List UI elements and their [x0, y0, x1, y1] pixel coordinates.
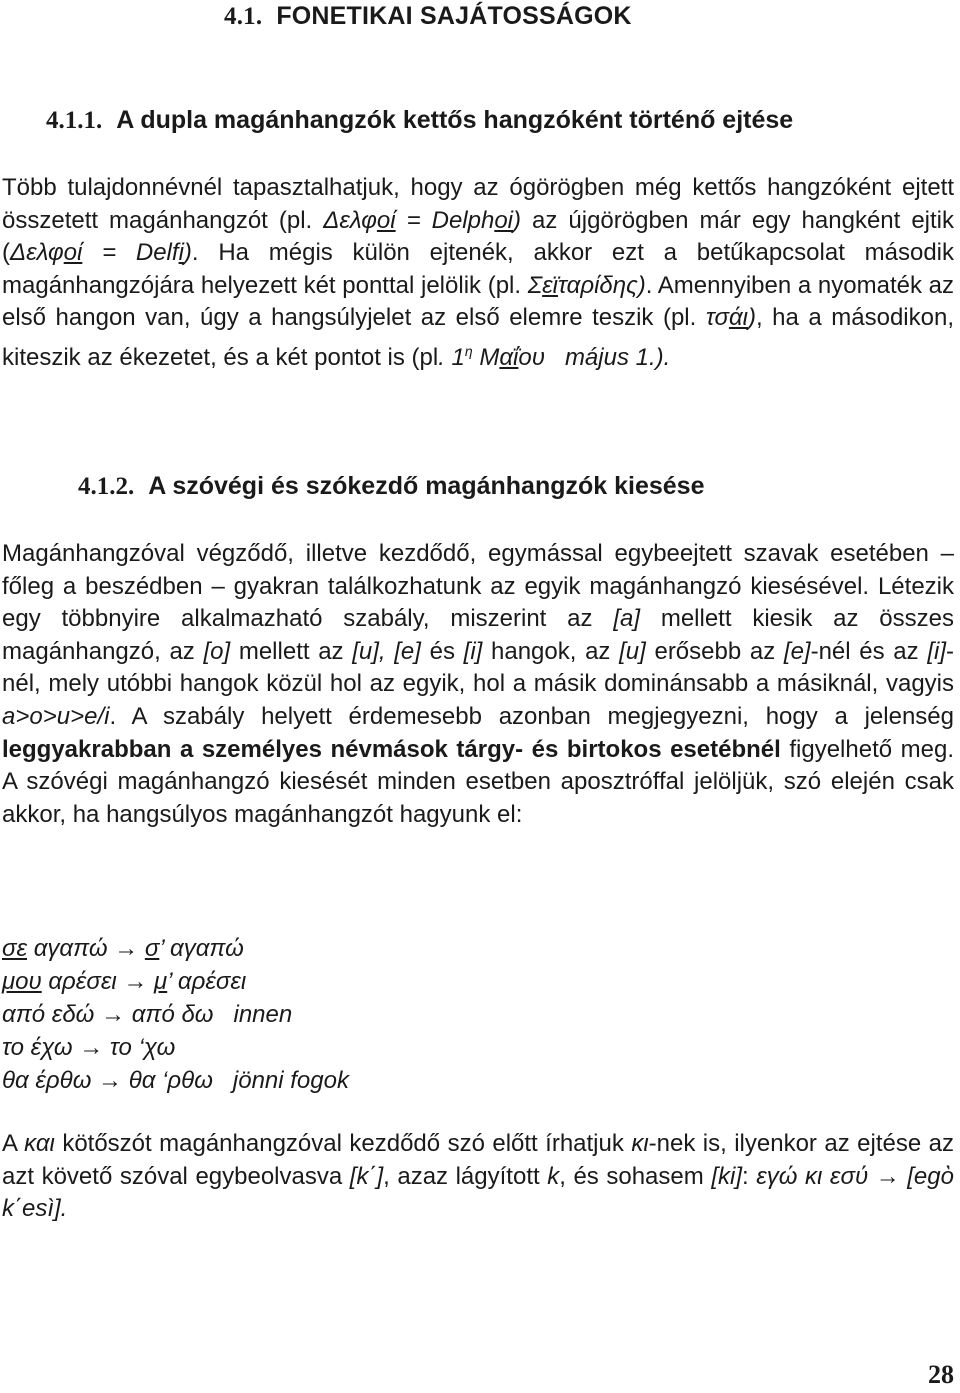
heading-number: 4.1.1.	[46, 107, 103, 134]
subsection-heading-4-1-2	[78, 472, 704, 501]
example-line: το έχω → το ‘χω	[2, 1034, 176, 1061]
heading-text: A dupla magánhangzók kettős hangzóként történő ejtése	[116, 106, 794, 134]
example-line: μου αρέσει → μ’ αρέσει	[2, 968, 247, 995]
paragraph-kai: A και kötőszót magánhangzóval kezdődő szó előtt írhatjuk κι-nek is, ilyenkor az ejtése az azt követő szóval egybeolvasva [k΄], azaz lágyított k, és sohasem [ki]: εγώ κι εσύ → [egὸ k΄esì].	[2, 1130, 954, 1223]
section-heading-4-1	[224, 2, 632, 31]
paragraph-vowel-elision: Magánhangzóval végződő, illetve kezdődő, egymással egybeejtett szavak esetében – főleg a beszédben – gyakran találkozhatunk az egyik magánhangzó kiesésével. Létezik egy többnyire alkalmazható szabály, miszerint az [a] mellett kiesik az összes magánhangzó, az [o] mellett az [u], [e] és [i] hangok, az [u] erősebb az [e]-nél és az [i]-nél, mely utóbbi hangok közül hol az egyik, hol a másik dominánsabb a másiknál, vagyis a>o>u>e/i. A szabály helyett érdemesebb azonban megjegyezni, hogy a jelenség leggyakrabban a személyes névmások tárgy- és birtokos esetébnél figyelhető meg. A szóvégi magánhangzó kiesését minden esetben aposztróffal jelöljük, szó elején csak akkor, ha hangsúlyos magánhangzót hagyunk el:	[2, 540, 955, 828]
example-line: θα έρθω → θα ‘ρθω jönni fogok	[2, 1067, 349, 1094]
page-number: 28	[928, 1360, 954, 1389]
heading-number: 4.1.2.	[78, 473, 135, 500]
example-line: σε αγαπώ → σ’ αγαπώ	[2, 935, 244, 962]
example-line: από εδώ → από δω innen	[2, 1001, 293, 1028]
bold-emphasis: leggyakrabban a személyes névmások tárgy- és birtokos esetébnél	[2, 735, 781, 763]
heading-number: 4.1.	[224, 3, 263, 30]
subsection-heading-4-1-1	[46, 106, 793, 135]
paragraph-diphthongs: Több tulajdonnévnél tapasztalhatjuk, hogy az ógörögben még kettős hangzóként ejtett összetett magánhangzót (pl. Δελφοί = Delphoi) az újgörögben már egy hangként ejtik (Δελφοί = Delfi). Ha mégis külön ejtenék, akkor ezt a betűkapcsolat második magánhangzójára helyezett két ponttal jelölik (pl. Σεϊταρίδης). Amennyiben a nyomaték az első hangon van, úgy a hangsúlyjelet az első elemre teszik (pl. τσάι), ha a másodikon, kiteszik az ékezetet, és a két pontot is (pl. $1^\eta$ Μαΐου május 1.).	[2, 174, 954, 371]
heading-text: FONETIKAI SAJÁTOSSÁGOK	[276, 2, 632, 30]
heading-text: A szóvégi és szókezdő magánhangzók kiesése	[148, 472, 705, 500]
